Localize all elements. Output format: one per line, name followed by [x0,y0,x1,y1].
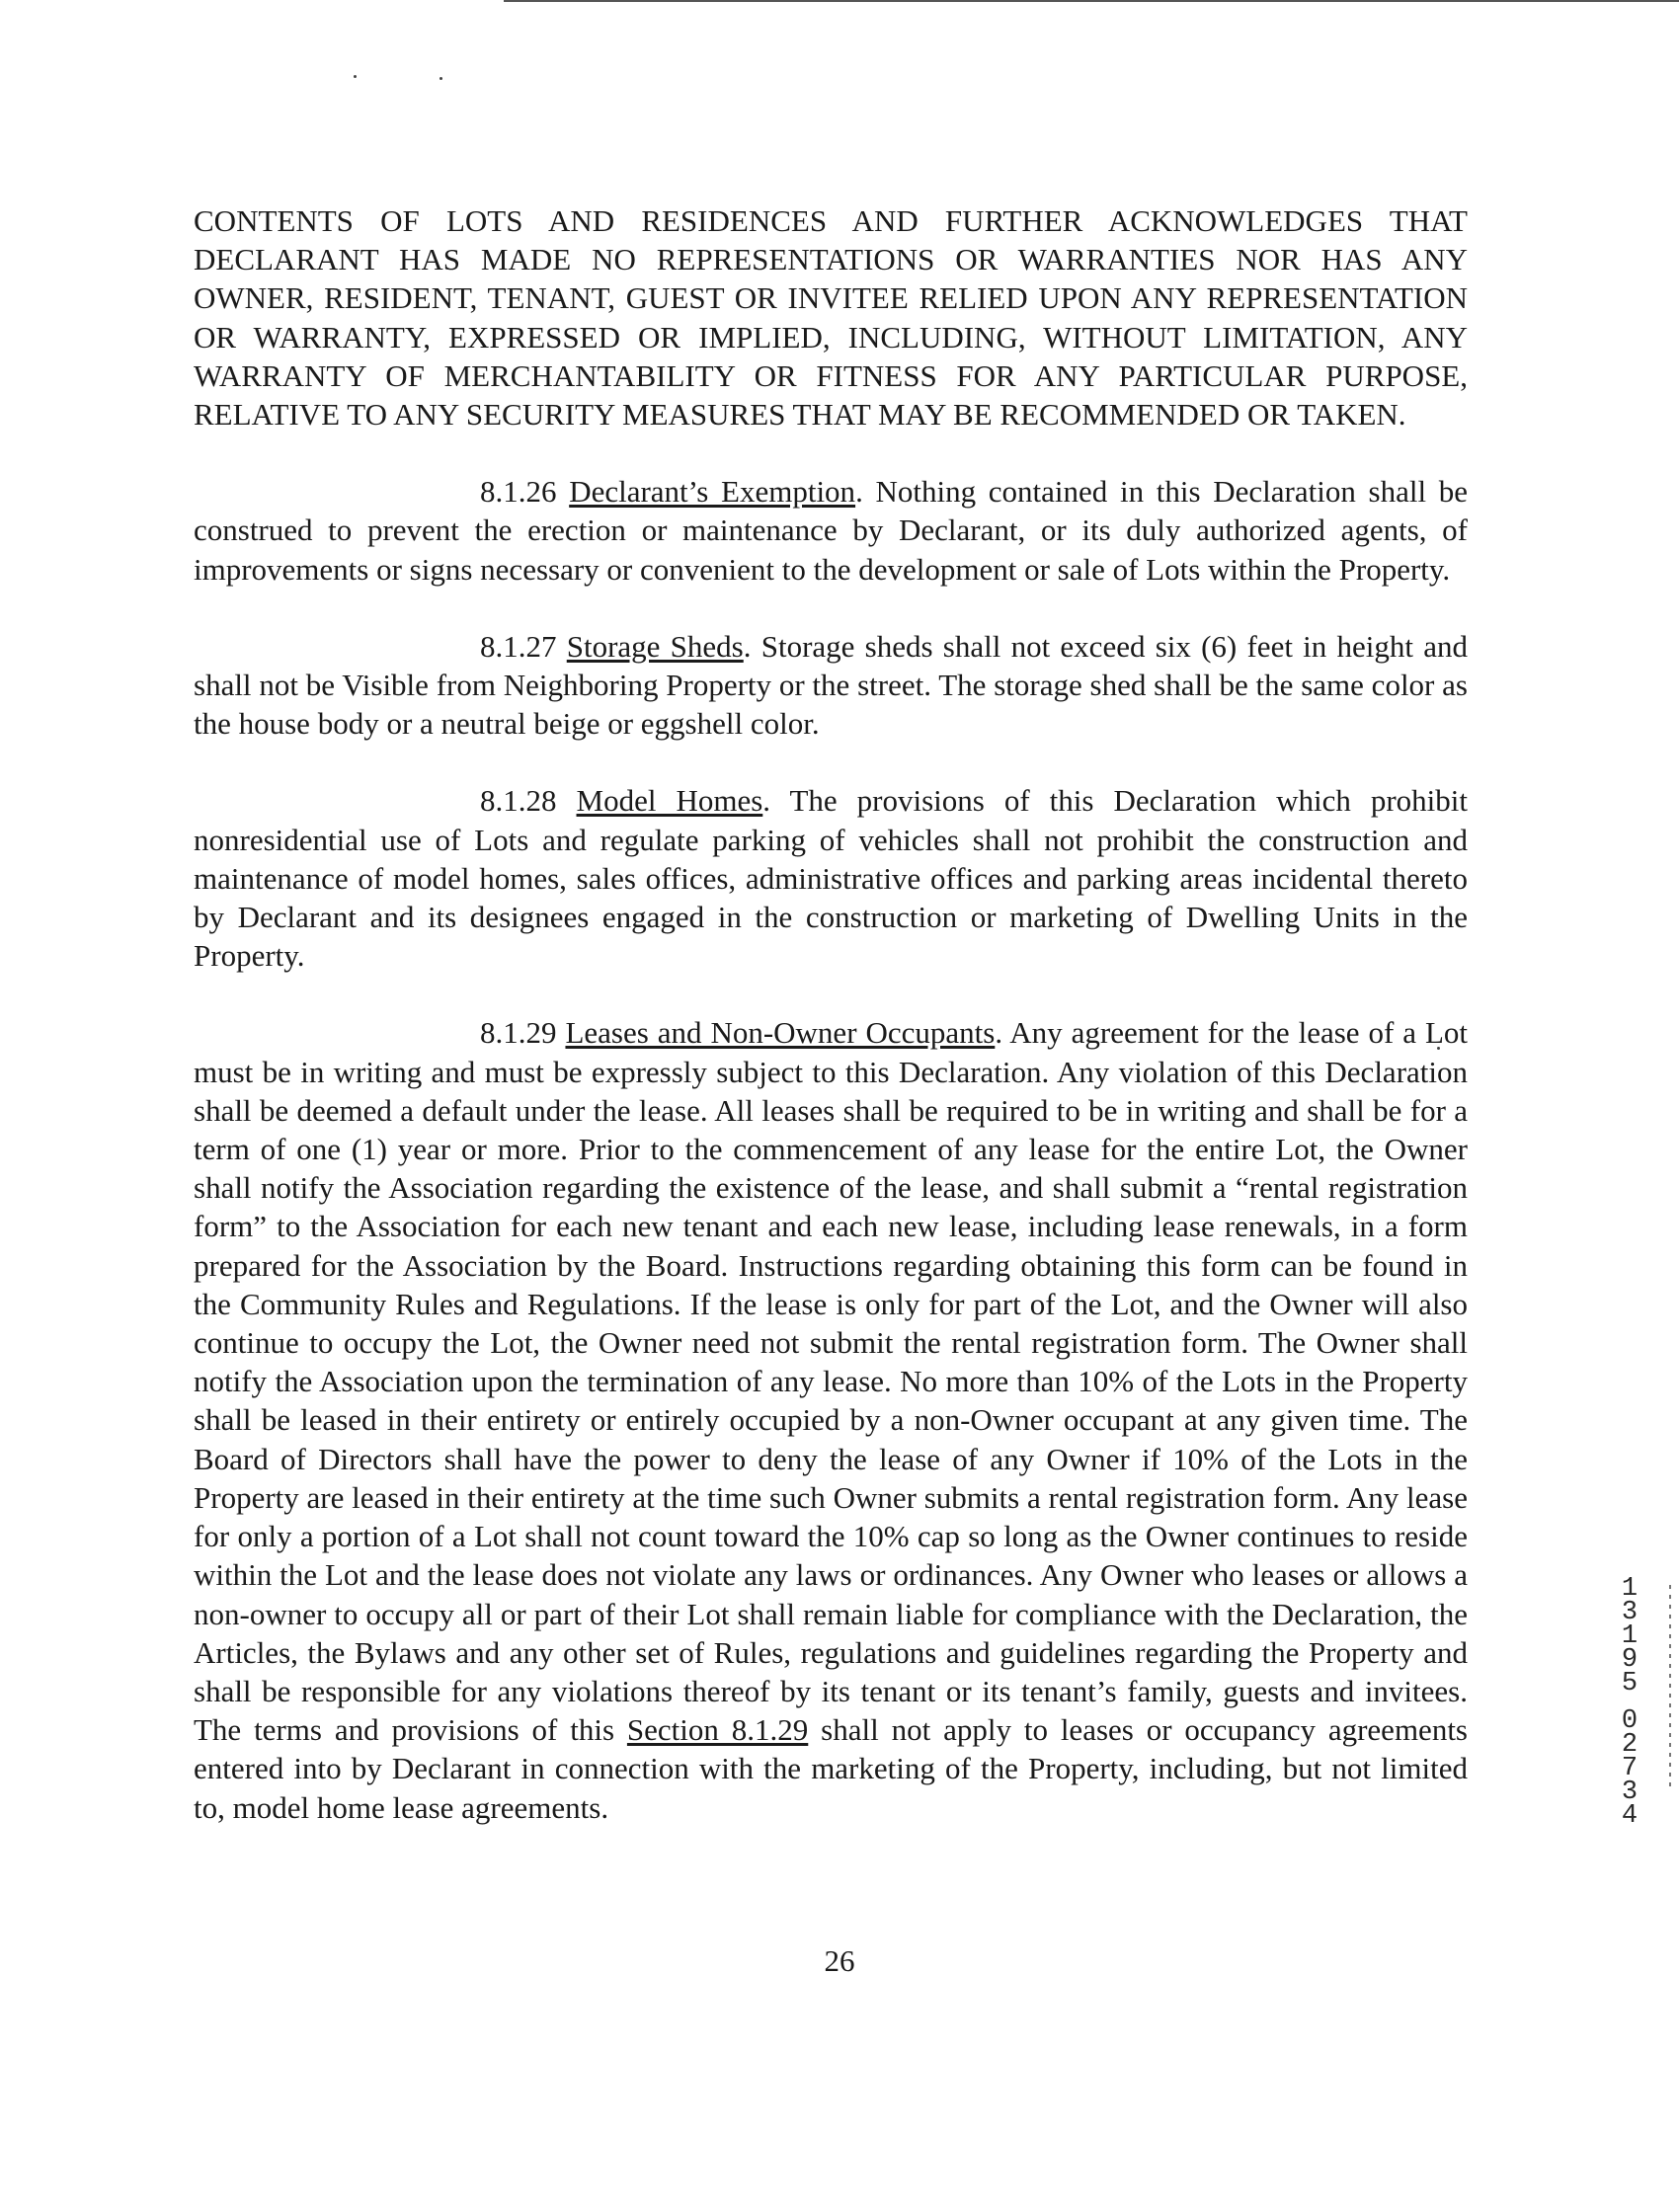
section-8-1-26 [194,472,1468,589]
stamp-digit: 9 [1621,1645,1639,1675]
document-body [194,201,1468,1865]
section-body-tail: shall not apply to leases or occupancy agreements entered into by Declarant in connection with the marketing of the Property, including, but not limited to, model home lease agreements. [194,1712,1468,1825]
stamp-digit: 1 [1621,1621,1639,1651]
section-body: . Storage sheds shall not exceed six (6) feet in height and shall not be Visible from Neighboring Property or the street. The storage shed shall be the same color as the house body or a neutral beige or eggshell color. [194,628,1469,742]
recording-stamp [1610,1574,1649,1831]
stamp-digit: 4 [1621,1801,1639,1831]
section-8-1-29 [194,1013,1468,1826]
stamp-digit: 0 [1621,1706,1639,1736]
section-heading: Model Homes [576,783,763,819]
section-body: . Any agreement for the lease of a Lot must be in writing and must be expressly subject to this Declaration. Any violation of this Declaration shall be deemed a default under the lease. All leases shall be required to be in writing and shall be for a term of one (1) year or more. Prior to the commencement of any lease for the entire Lot, the Owner shall notify the Association regarding the existence of the lease, and shall submit a “rental registration form” to the Association for each new tenant and each new lease, including lease renewals, in a form prepared for the Association by the Board. Instructions regarding obtaining this form can be found in the Community Rules and Regulations. If the lease is only for part of the Lot, and the Owner will also continue to occupy the Lot, the Owner need not submit the rental registration form. The Owner shall notify the Association upon the termination of any lease. No more than 10% of the Lots in the Property shall be leased in their entirety or entirely occupied by a non-Owner occupant at any given time. The Board of Directors shall have the power to deny the lease of any Owner if 10% of the Lots in the Property are leased in their entirety at the time such Owner submits a rental registration form. Any lease for only a portion of a Lot shall not count toward the 10% cap so long as the Owner continues to reside within the Lot and the lease does not violate any laws or ordinances. Any Owner who leases or allows a non-owner to occupy all or part of their Lot shall remain liable for compliance with the Declaration, the Articles, the Bylaws and any other set of Rules, regulations and guidelines regarding the Property and shall be responsible for any violations thereof by its tenant or its tenant’s family, guests and invitees. The terms and provisions of this [194,1015,1469,1748]
stamp-digit: 3 [1621,1598,1639,1627]
scan-speck [440,77,442,80]
stamp-digit: 2 [1621,1730,1639,1760]
stamp-digit: 5 [1621,1669,1639,1698]
scan-speck [354,75,357,78]
stamp-digit: 1 [1621,1574,1639,1604]
section-number: 8.1.26 [480,474,557,510]
page-number: 26 [824,1943,855,1978]
stamp-digit: 7 [1621,1754,1639,1783]
section-body: . Nothing contained in this Declaration shall be construed to prevent the erection or maintenance by Declarant, or its duly authorized agents, of improvements or signs necessary or convenient to the development or sale of Lots within the Property. [194,474,1469,587]
section-8-1-27 [194,627,1468,744]
section-8-1-28 [194,781,1468,975]
section-heading: Leases and Non-Owner Occupants [565,1015,996,1051]
section-heading: Storage Sheds [566,628,744,664]
scan-edge-marks [1669,1585,1671,1792]
section-number: 8.1.27 [480,628,557,664]
intro-caps-paragraph: CONTENTS OF LOTS AND RESIDENCES AND FURTHER ACKNOWLEDGES THAT DECLARANT HAS MADE NO REPRESENTATIONS OR WARRANTIES NOR HAS ANY OWNER, RESIDENT, TENANT, GUEST OR INVITEE RELIED UPON ANY REPRESENTATION OR WARRANTY, EXPRESSED OR IMPLIED, INCLUDING, WITHOUT LIMITATION, ANY WARRANTY OF MERCHANTABILITY OR FITNESS FOR ANY PARTICULAR PURPOSE, RELATIVE TO ANY SECURITY MEASURES THAT MAY BE RECOMMENDED OR TAKEN. [194,203,1468,433]
scan-top-edge [504,0,1679,2]
stamp-digit: 3 [1621,1778,1639,1807]
section-reference: Section 8.1.29 [626,1712,809,1748]
section-heading: Declarant’s Exemption [569,474,856,510]
section-number: 8.1.28 [480,783,557,819]
section-number: 8.1.29 [480,1015,557,1051]
section-body: . The provisions of this Declaration which prohibit nonresidential use of Lots and regulate parking of vehicles shall not prohibit the construction and maintenance of model homes, sales offices, administrative offices and parking areas incidental thereto by Declarant and its designees engaged in the construction or marketing of Dwelling Units in the Property. [194,783,1468,974]
